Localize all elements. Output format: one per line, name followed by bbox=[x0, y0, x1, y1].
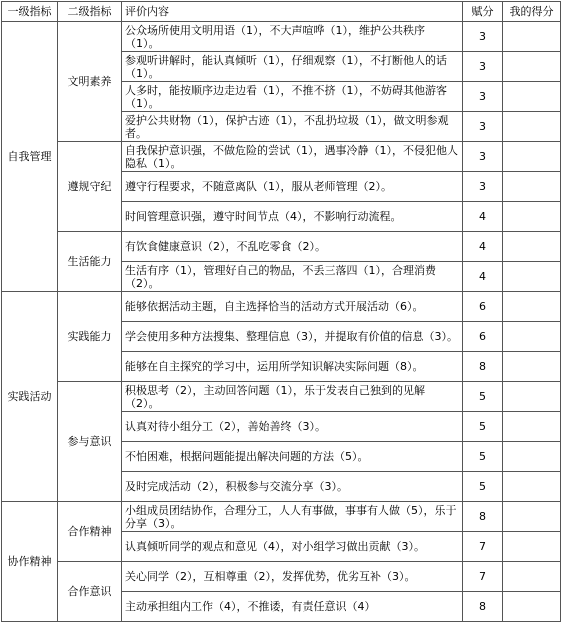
criterion-text: 不怕困难，根据问题能提出解决问题的方法（5）。 bbox=[122, 442, 463, 472]
level2-cell: 实践能力 bbox=[58, 292, 122, 382]
points-cell: 3 bbox=[463, 172, 503, 202]
level1-cell: 实践活动 bbox=[2, 292, 58, 502]
points-cell: 8 bbox=[463, 502, 503, 532]
my-score-cell[interactable] bbox=[503, 322, 561, 352]
my-score-cell[interactable] bbox=[503, 352, 561, 382]
table-row bbox=[2, 502, 561, 532]
criterion-text: 参观听讲解时，能认真倾听（1），仔细观察（1），不打断他人的话（1）。 bbox=[122, 52, 463, 82]
my-score-cell[interactable] bbox=[503, 292, 561, 322]
criterion-text: 主动承担组内工作（4），不推诿，有责任意识（4） bbox=[122, 592, 463, 622]
criterion-text: 小组成员团结协作，合理分工，人人有事做，事事有人做（5），乐于分享（3）。 bbox=[122, 502, 463, 532]
my-score-cell[interactable] bbox=[503, 142, 561, 172]
criterion-text: 及时完成活动（2），积极参与交流分享（3）。 bbox=[122, 472, 463, 502]
level1-cell: 协作精神 bbox=[2, 502, 58, 622]
points-cell: 7 bbox=[463, 532, 503, 562]
level2-cell: 生活能力 bbox=[58, 232, 122, 292]
my-score-cell[interactable] bbox=[503, 22, 561, 52]
points-cell: 3 bbox=[463, 112, 503, 142]
level2-cell: 遵规守纪 bbox=[58, 142, 122, 232]
table-row bbox=[2, 142, 561, 172]
criterion-text: 积极思考（2），主动回答问题（1），乐于发表自己独到的见解（2）。 bbox=[122, 382, 463, 412]
header-level2: 二级指标 bbox=[58, 2, 122, 22]
header-row bbox=[2, 2, 561, 22]
criterion-text: 认真对待小组分工（2），善始善终（3）。 bbox=[122, 412, 463, 442]
my-score-cell[interactable] bbox=[503, 502, 561, 532]
evaluation-table bbox=[1, 1, 561, 622]
my-score-cell[interactable] bbox=[503, 412, 561, 442]
header-content: 评价内容 bbox=[122, 2, 463, 22]
my-score-cell[interactable] bbox=[503, 232, 561, 262]
points-cell: 5 bbox=[463, 442, 503, 472]
my-score-cell[interactable] bbox=[503, 442, 561, 472]
criterion-text: 遵守行程要求，不随意离队（1），服从老师管理（2）。 bbox=[122, 172, 463, 202]
points-cell: 4 bbox=[463, 202, 503, 232]
table-row bbox=[2, 22, 561, 52]
points-cell: 5 bbox=[463, 382, 503, 412]
my-score-cell[interactable] bbox=[503, 592, 561, 622]
points-cell: 5 bbox=[463, 412, 503, 442]
criterion-text: 时间管理意识强，遵守时间节点（4），不影响行动流程。 bbox=[122, 202, 463, 232]
criterion-text: 认真倾听同学的观点和意见（4），对小组学习做出贡献（3）。 bbox=[122, 532, 463, 562]
my-score-cell[interactable] bbox=[503, 172, 561, 202]
level2-cell: 合作精神 bbox=[58, 502, 122, 562]
my-score-cell[interactable] bbox=[503, 532, 561, 562]
table-row bbox=[2, 382, 561, 412]
header-level1: 一级指标 bbox=[2, 2, 58, 22]
points-cell: 8 bbox=[463, 592, 503, 622]
my-score-cell[interactable] bbox=[503, 202, 561, 232]
level2-cell: 参与意识 bbox=[58, 382, 122, 502]
points-cell: 7 bbox=[463, 562, 503, 592]
criterion-text: 自我保护意识强，不做危险的尝试（1），遇事冷静（1），不侵犯他人隐私（1）。 bbox=[122, 142, 463, 172]
criterion-text: 人多时，能按顺序边走边看（1），不推不挤（1），不妨碍其他游客（1）。 bbox=[122, 82, 463, 112]
criterion-text: 关心同学（2），互相尊重（2），发挥优势，优劣互补（3）。 bbox=[122, 562, 463, 592]
criterion-text: 爱护公共财物（1），保护古迹（1），不乱扔垃圾（1），做文明参观者。 bbox=[122, 112, 463, 142]
header-points: 赋分 bbox=[463, 2, 503, 22]
header-my-score: 我的得分 bbox=[503, 2, 561, 22]
criterion-text: 公众场所使用文明用语（1），不大声喧哗（1），维护公共秩序（1）。 bbox=[122, 22, 463, 52]
criterion-text: 能够依据活动主题，自主选择恰当的活动方式开展活动（6）。 bbox=[122, 292, 463, 322]
points-cell: 4 bbox=[463, 232, 503, 262]
points-cell: 3 bbox=[463, 22, 503, 52]
criterion-text: 能够在自主探究的学习中，运用所学知识解决实际问题（8）。 bbox=[122, 352, 463, 382]
my-score-cell[interactable] bbox=[503, 82, 561, 112]
points-cell: 3 bbox=[463, 52, 503, 82]
my-score-cell[interactable] bbox=[503, 112, 561, 142]
points-cell: 4 bbox=[463, 262, 503, 292]
level1-cell: 自我管理 bbox=[2, 22, 58, 292]
table-row bbox=[2, 292, 561, 322]
table-row bbox=[2, 562, 561, 592]
my-score-cell[interactable] bbox=[503, 382, 561, 412]
points-cell: 8 bbox=[463, 352, 503, 382]
table-row bbox=[2, 232, 561, 262]
points-cell: 6 bbox=[463, 292, 503, 322]
criterion-text: 生活有序（1），管理好自己的物品，不丢三落四（1），合理消费（2）。 bbox=[122, 262, 463, 292]
my-score-cell[interactable] bbox=[503, 262, 561, 292]
criterion-text: 有饮食健康意识（2），不乱吃零食（2）。 bbox=[122, 232, 463, 262]
points-cell: 6 bbox=[463, 322, 503, 352]
my-score-cell[interactable] bbox=[503, 52, 561, 82]
criterion-text: 学会使用多种方法搜集、整理信息（3），并提取有价值的信息（3）。 bbox=[122, 322, 463, 352]
level2-cell: 文明素养 bbox=[58, 22, 122, 142]
level2-cell: 合作意识 bbox=[58, 562, 122, 622]
my-score-cell[interactable] bbox=[503, 472, 561, 502]
points-cell: 3 bbox=[463, 142, 503, 172]
points-cell: 5 bbox=[463, 472, 503, 502]
my-score-cell[interactable] bbox=[503, 562, 561, 592]
points-cell: 3 bbox=[463, 82, 503, 112]
